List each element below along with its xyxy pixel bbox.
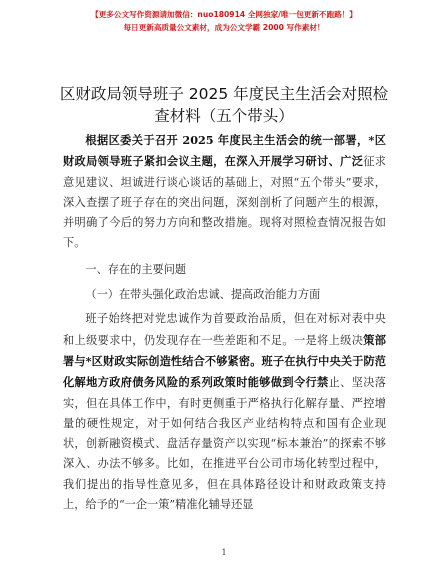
intro-text: 征求意见建议、坦诚进行谈心谈话的基础上，对照“五个带头”要求，深入查摆了班子存在的突出问题，深刻剖析了问题产生的根源，并明确了今后的努力方向和整改措施。现将对照检查情况报告如下。 — [63, 155, 386, 250]
body-bold-text: 策部署与*区财政实际创造性结合不够紧密。班子在执行中央关于防范化解地方政府债务风险的系列政策时能够做到令行禁 — [63, 332, 386, 390]
body-text-part1: 班子始终把对党忠诚作为首要政治品质，但在对标对表中央和上级要求中，仍发现存在一些差距和不足。一是将上级决 — [63, 312, 386, 347]
section-heading: 一、存在的主要问题 — [85, 262, 187, 276]
document-title-line1: 区财政局领导班子 2025 年度民主生活会对照检 — [59, 85, 389, 103]
subsection-heading: （一）在带头强化政治忠诚、提高政治能力方面 — [85, 288, 321, 302]
body-text-part2: 止、坚决落实，但在具体工作中，有时更侧重于严格执行化解存量、严控增量的硬性规定，对于如何结合我区产业结构特点和国有企业现状，创新融资模式、盘活存量资产以实现“标本兼治”的探索不够深入、办法不够多。比如，在推进平台公司市场化转型过程中，我们提出的指导性意见多，但在具体路径设计和财政政策支持上，给予的“一企一策”精准化辅导还显 — [63, 376, 386, 512]
intro-paragraph — [63, 130, 386, 254]
document-body — [63, 130, 386, 515]
promo-banner-line1: 【更多公文写作资源请加微信：nuo180914 全网独家/唯一包更新不跑路！】 — [91, 10, 357, 19]
promo-banner-line2: 每日更新高质量公文素材，成为公文学霸 2000 写作素材！ — [123, 23, 325, 32]
promo-banner — [0, 8, 448, 34]
intro-bold-text: 根据区委关于召开 2025 年度民主生活会的统一部署，*区财政局领导班子紧扣会议主题，在深入开展学习研讨、广泛 — [63, 133, 386, 169]
document-title-line2: 查材料（五个带头） — [154, 107, 294, 125]
body-paragraph — [63, 309, 386, 515]
page-number: 1 — [221, 548, 227, 557]
document-title — [40, 83, 408, 127]
